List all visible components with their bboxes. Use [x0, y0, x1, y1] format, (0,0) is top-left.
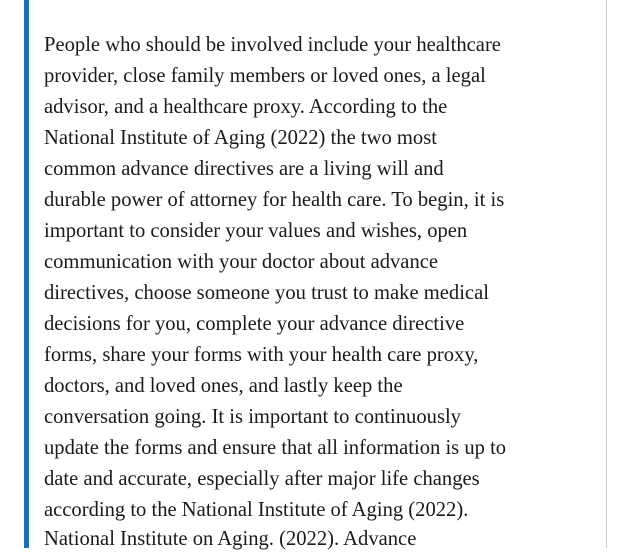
paragraph-line: People who should be involved include your healthcare — [44, 34, 501, 56]
paragraph-line: doctors, and loved ones, and lastly keep the — [44, 375, 403, 397]
article-paragraph — [44, 30, 596, 526]
paragraph-line: important to consider your values and wishes, open — [44, 220, 468, 242]
paragraph-line: update the forms and ensure that all information is up to — [44, 437, 507, 459]
paragraph-line: conversation going. It is important to continuously — [44, 406, 461, 428]
paragraph-line: according to the National Institute of Aging (2022). — [44, 499, 469, 521]
paragraph-line: common advance directives are a living will and — [44, 158, 444, 180]
paragraph-line: communication with your doctor about advance — [44, 251, 439, 273]
paragraph-line: National Institute of Aging (2022) the two most — [44, 127, 437, 149]
paragraph-line: forms, share your forms with your health care proxy, — [44, 344, 479, 366]
reference-line-partial — [44, 528, 564, 551]
reference-text: National Institute on Aging. (2022). Advance — [44, 528, 417, 550]
blockquote-accent-bar — [24, 0, 29, 548]
paragraph-line: decisions for you, complete your advance directive — [44, 313, 465, 335]
paragraph-line: date and accurate, especially after major life changes — [44, 468, 480, 490]
panel-right-border — [606, 0, 607, 548]
paragraph-line: advisor, and a healthcare proxy. According to the — [44, 96, 448, 118]
paragraph-line: durable power of attorney for health care. To begin, it is — [44, 189, 505, 211]
paragraph-line: directives, choose someone you trust to make medical — [44, 282, 489, 304]
paragraph-line: provider, close family members or loved ones, a legal — [44, 65, 486, 87]
